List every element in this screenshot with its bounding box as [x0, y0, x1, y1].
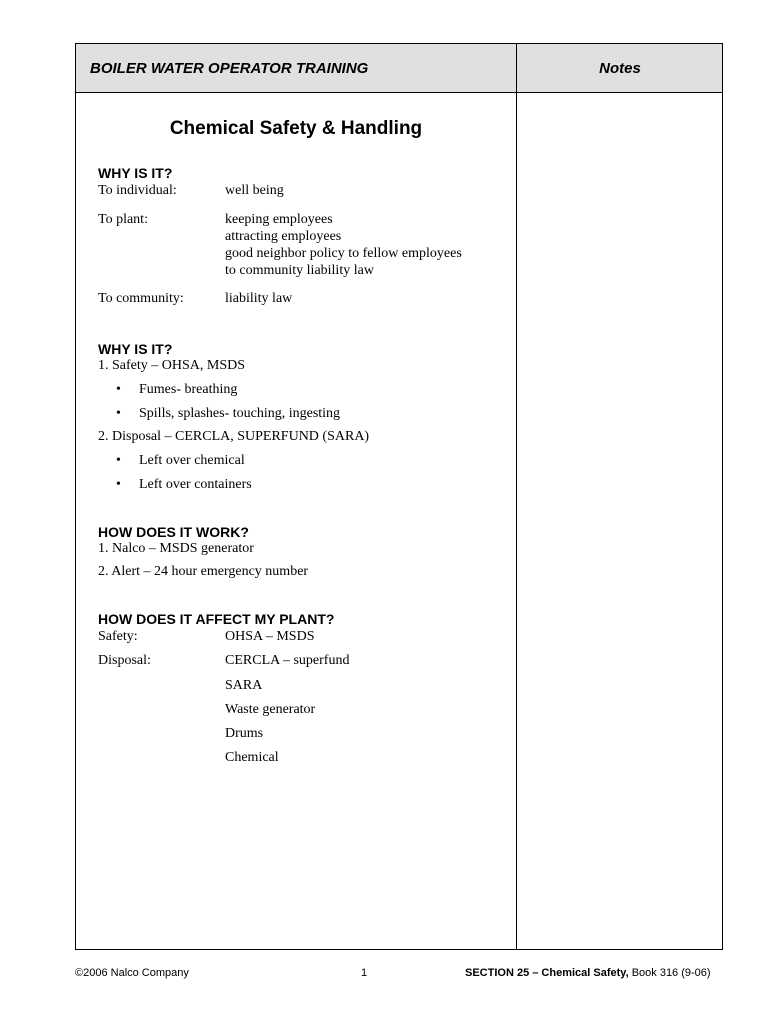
bullet-icon: • — [116, 406, 121, 421]
section-heading-why-1: WHY IS IT? — [98, 165, 173, 181]
footer-section-rest: Book 316 (9-06) — [628, 967, 711, 979]
safety-label: Safety: — [98, 629, 138, 644]
disposal-value: SARA — [225, 678, 263, 693]
bullet-item: Fumes- breathing — [139, 382, 238, 397]
bullet-item: Left over chemical — [139, 453, 245, 468]
disposal-value: Chemical — [225, 750, 279, 765]
page-frame — [75, 43, 723, 950]
row-value-plant-4: to community liability law — [225, 263, 374, 278]
section-heading-affect: HOW DOES IT AFFECT MY PLANT? — [98, 611, 335, 627]
bullet-item: Spills, splashes- touching, ingesting — [139, 406, 341, 421]
bullet-item: Left over containers — [139, 477, 252, 492]
disposal-value: Drums — [225, 726, 264, 741]
row-label-community: To community: — [98, 291, 184, 306]
row-value-plant-2: attracting employees — [225, 229, 342, 244]
list-item-disposal: 2. Disposal – CERCLA, SUPERFUND (SARA) — [98, 429, 370, 444]
footer-page-number: 1 — [361, 967, 368, 979]
row-label-individual: To individual: — [98, 183, 177, 198]
footer-section-bold: SECTION 25 – Chemical Safety, — [465, 967, 629, 979]
list-item-nalco: 1. Nalco – MSDS generator — [98, 541, 254, 556]
row-label-plant: To plant: — [98, 212, 148, 227]
header-title: BOILER WATER OPERATOR TRAINING — [90, 60, 369, 77]
disposal-label: Disposal: — [98, 653, 151, 668]
bullet-icon: • — [116, 453, 121, 468]
row-value-plant-1: keeping employees — [225, 212, 333, 227]
list-item-alert: 2. Alert – 24 hour emergency number — [98, 564, 309, 579]
list-item-safety: 1. Safety – OHSA, MSDS — [98, 358, 246, 373]
column-divider — [516, 44, 517, 949]
footer-section — [465, 967, 711, 979]
document-title: Chemical Safety & Handling — [169, 118, 423, 139]
row-value-plant-3: good neighbor policy to fellow employees — [225, 246, 462, 261]
row-value-community: liability law — [225, 291, 293, 306]
disposal-value: Waste generator — [225, 702, 316, 717]
disposal-value: CERCLA – superfund — [225, 653, 350, 668]
section-heading-why-2: WHY IS IT? — [98, 341, 173, 357]
safety-value: OHSA – MSDS — [225, 629, 315, 644]
bullet-icon: • — [116, 477, 121, 492]
footer-copyright: ©2006 Nalco Company — [75, 967, 189, 979]
section-heading-how-work: HOW DOES IT WORK? — [98, 524, 249, 540]
notes-header: Notes — [599, 60, 641, 77]
row-value-individual: well being — [225, 183, 284, 198]
bullet-icon: • — [116, 382, 121, 397]
